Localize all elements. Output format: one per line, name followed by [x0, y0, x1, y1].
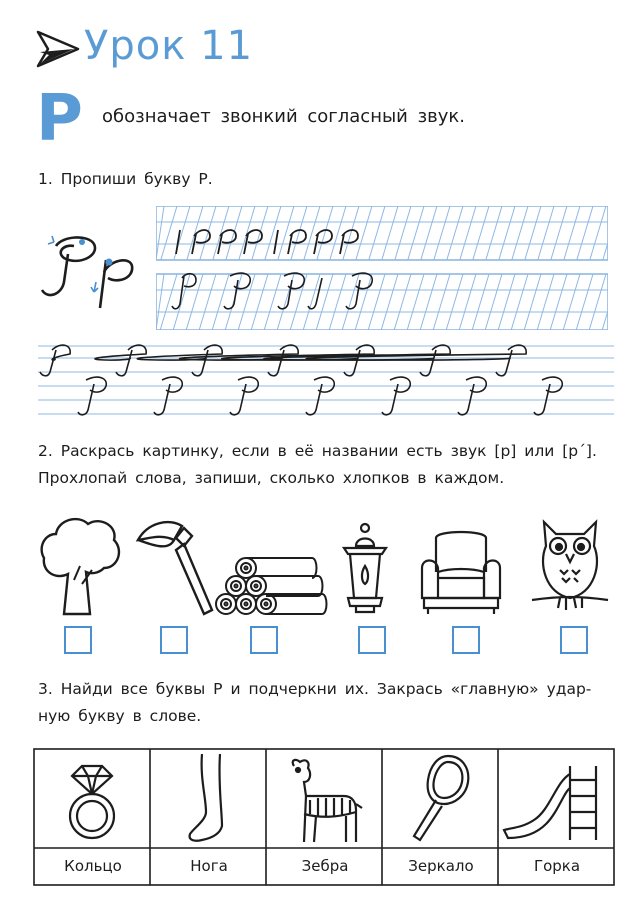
lesson-title: Урок 11: [84, 23, 254, 69]
task1-text: 1. Пропиши букву Р.: [38, 170, 213, 188]
task2-line2: Прохлопай слова, запиши, сколько хлопков в каждом.: [38, 469, 505, 487]
ring-icon: [62, 760, 122, 842]
answer-box-lantern[interactable]: [358, 626, 386, 654]
mirror-icon: [408, 754, 472, 844]
leg-icon: [182, 754, 242, 844]
letter-sample-icon: [34, 222, 144, 312]
logs-icon[interactable]: [212, 548, 330, 616]
arrow-icon: [36, 28, 80, 70]
task2-line1: 2. Раскрась картинку, если в её названии есть звук [р] или [р´].: [38, 442, 597, 460]
axe-icon[interactable]: [128, 514, 220, 616]
armchair-icon[interactable]: [418, 524, 504, 616]
intro-text: обозначает звонкий согласный звук.: [102, 106, 466, 127]
task3-line1: 3. Найди все буквы Р и подчеркни их. Закрась «главную» удар-: [38, 680, 592, 698]
word-label: Зеркало: [408, 857, 474, 875]
word-label: Кольцо: [64, 857, 122, 875]
slide-icon: [500, 760, 606, 842]
word-label: Нога: [190, 857, 228, 875]
word-label: Зебра: [301, 857, 349, 875]
lantern-icon[interactable]: [338, 522, 392, 616]
task3-line2: ную букву в слове.: [38, 707, 202, 725]
zebra-icon: [280, 756, 364, 844]
big-letter: Р: [36, 82, 83, 156]
task2-text: [38, 438, 597, 492]
answer-box-logs[interactable]: [250, 626, 278, 654]
answer-box-armchair[interactable]: [452, 626, 480, 654]
word-label: Горка: [533, 857, 581, 875]
task3-text: [38, 676, 591, 730]
answer-box-owl[interactable]: [560, 626, 588, 654]
tree-icon[interactable]: [34, 510, 126, 616]
answer-box-axe[interactable]: [160, 626, 188, 654]
writing-grid: [156, 206, 608, 330]
owl-icon[interactable]: [530, 514, 610, 616]
answer-box-tree[interactable]: [64, 626, 92, 654]
handwriting-line: [38, 336, 614, 422]
